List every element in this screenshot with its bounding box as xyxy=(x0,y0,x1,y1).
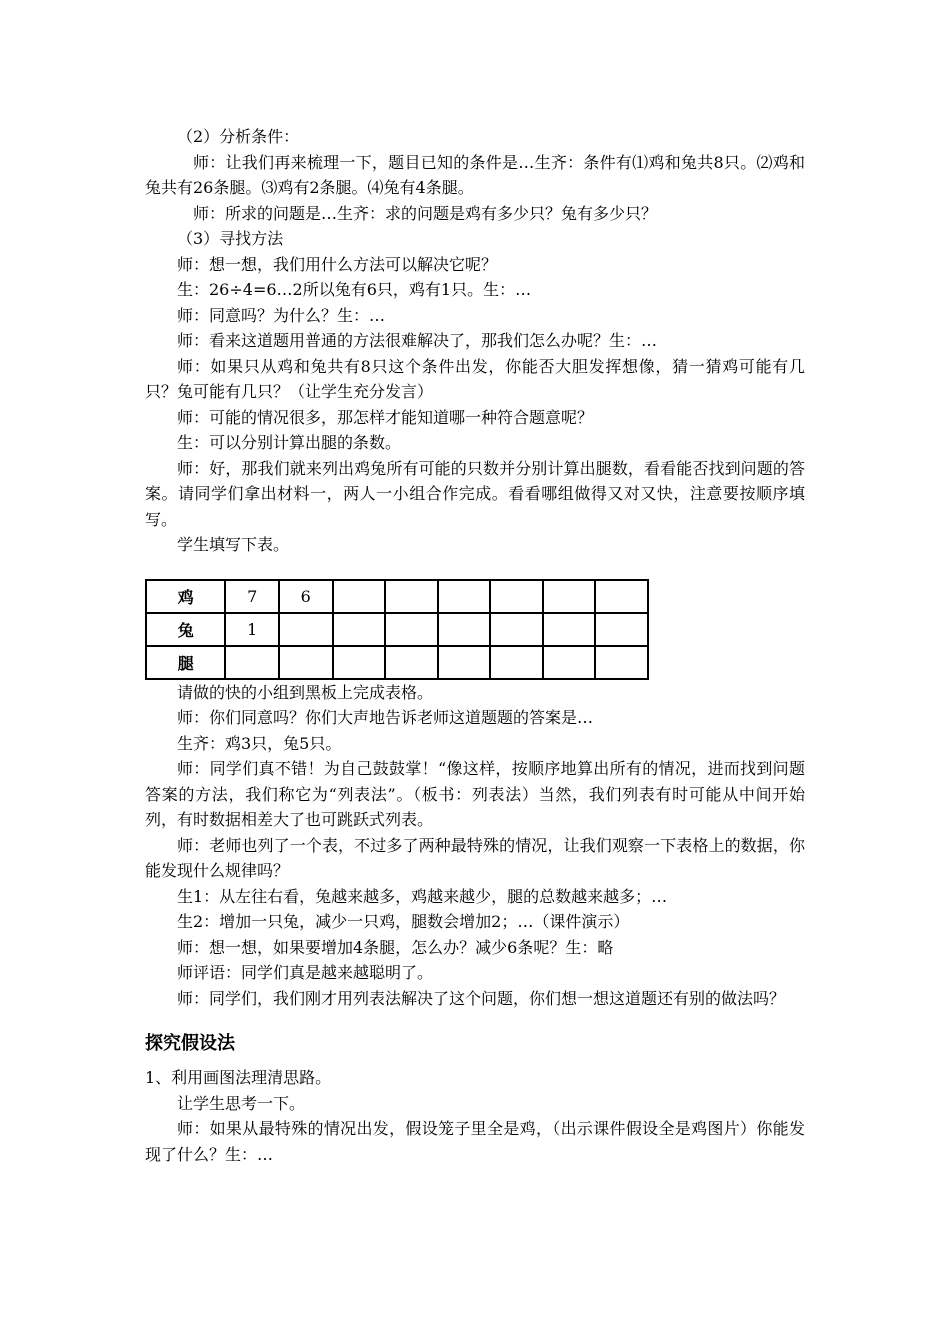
table-cell xyxy=(595,613,648,646)
table-cell xyxy=(595,646,648,679)
paragraph: 生：26÷4=6…2所以兔有6只，鸡有1只。生：… xyxy=(177,280,532,299)
table-cell xyxy=(385,580,438,613)
paragraph: 1、利用画图法理清思路。 xyxy=(145,1068,332,1087)
table-cell: 6 xyxy=(279,580,333,613)
table-cell xyxy=(279,613,333,646)
paragraph: 师：好，那我们就来列出鸡兔所有可能的只数并分别计算出腿数，看看能否找到问题的答案。请同学们拿出材料一，两人一小组合作完成。看看哪组做得又对又快，注意要按顺序填写。 xyxy=(145,458,805,529)
paragraph: 生齐：鸡3只，兔5只。 xyxy=(177,733,342,753)
table-cell: 7 xyxy=(225,580,279,613)
paragraph: 师：看来这道题用普通的方法很难解决了，那我们怎么办呢？生：… xyxy=(177,331,658,350)
spacer xyxy=(145,558,805,579)
paragraph: 请做的快的小组到黑板上完成表格。 xyxy=(177,682,434,702)
table-cell xyxy=(333,646,386,679)
row-label: 腿 xyxy=(146,646,225,679)
table-cell xyxy=(385,613,438,646)
paragraph: 师：想一想，如果要增加4条腿，怎么办？减少6条呢？生：略 xyxy=(177,937,614,957)
table-cell xyxy=(490,613,543,646)
table-cell xyxy=(385,646,438,679)
table-cell xyxy=(490,580,543,613)
lesson-dialogue-after-table xyxy=(145,680,805,1012)
paragraph: 师：所求的问题是…生齐：求的问题是鸡有多少只？兔有多少只？ xyxy=(193,203,658,223)
table-cell xyxy=(543,580,596,613)
paragraph: 学生填写下表。 xyxy=(177,535,290,554)
paragraph: 师：同学们，我们刚才用列表法解决了这个问题，你们想一想这道题还有别的做法吗？ xyxy=(177,988,786,1008)
lesson-dialogue-top xyxy=(145,124,805,558)
table-row xyxy=(146,613,648,646)
table-cell xyxy=(333,580,386,613)
paragraph: 师：你们同意吗？你们大声地告诉老师这道题题的答案是… xyxy=(177,708,594,727)
table-cell xyxy=(279,646,333,679)
paragraph: 生2：增加一只兔，减少一只鸡，腿数会增加2；…（课件演示） xyxy=(177,912,630,931)
table-cell xyxy=(595,580,648,613)
document-page xyxy=(145,124,805,1167)
table-cell xyxy=(225,646,279,679)
table-cell xyxy=(333,613,386,646)
table-cell xyxy=(490,646,543,679)
table-row xyxy=(146,646,648,679)
lesson-dialogue-bottom xyxy=(145,1065,805,1167)
paragraph: 师：同学们真不错！为自己鼓鼓掌！“像这样，按顺序地算出所有的情况，进而找到问题答案的方法，我们称它为“列表法”。（板书：列表法）当然，我们列表有时可能从中间开始列，有时数据相差大了也可跳跃式列表。 xyxy=(145,759,805,829)
paragraph: 师评语：同学们真是越来越聪明了。 xyxy=(177,963,434,982)
paragraph: 师：如果只从鸡和兔共有8只这个条件出发，你能否大胆发挥想像，猜一猜鸡可能有几只？兔可能有几只？（让学生充分发言） xyxy=(145,356,805,401)
table-cell xyxy=(438,580,491,613)
table-cell: 1 xyxy=(225,613,279,646)
row-label: 兔 xyxy=(146,613,225,646)
table-cell xyxy=(543,646,596,679)
paragraph: 师：想一想，我们用什么方法可以解决它呢？ xyxy=(177,254,498,274)
paragraph: 生：可以分别计算出腿的条数。 xyxy=(177,433,402,452)
paragraph: 师：让我们再来梳理一下，题目已知的条件是…生齐：条件有⑴鸡和兔共8只。⑵鸡和兔共有26条腿。⑶鸡有2条腿。⑷兔有4条腿。 xyxy=(145,152,805,197)
paragraph: 师：同意吗？为什么？生：… xyxy=(177,305,386,325)
section-heading: 探究假设法 xyxy=(145,1033,235,1054)
table-row xyxy=(146,580,648,613)
table-cell xyxy=(438,613,491,646)
paragraph: 师：老师也列了一个表，不过多了两种最特殊的情况，让我们观察一下表格上的数据，你能发现什么规律吗？ xyxy=(145,835,805,880)
paragraph: 生1：从左往右看，兔越来越多，鸡越来越少，腿的总数越来越多；… xyxy=(177,886,668,906)
paragraph: 师：如果从最特殊的情况出发，假设笼子里全是鸡，（出示课件假设全是鸡图片）你能发现了什么？生：… xyxy=(145,1119,805,1164)
paragraph: 师：可能的情况很多，那怎样才能知道哪一种符合题意呢？ xyxy=(177,407,594,427)
table-cell xyxy=(543,613,596,646)
paragraph: （3）寻找方法 xyxy=(177,229,284,248)
chicken-rabbit-table xyxy=(145,579,649,680)
table-cell xyxy=(438,646,491,679)
paragraph: 让学生思考一下。 xyxy=(177,1093,306,1113)
paragraph: （2）分析条件： xyxy=(177,127,300,146)
row-label: 鸡 xyxy=(146,580,225,613)
